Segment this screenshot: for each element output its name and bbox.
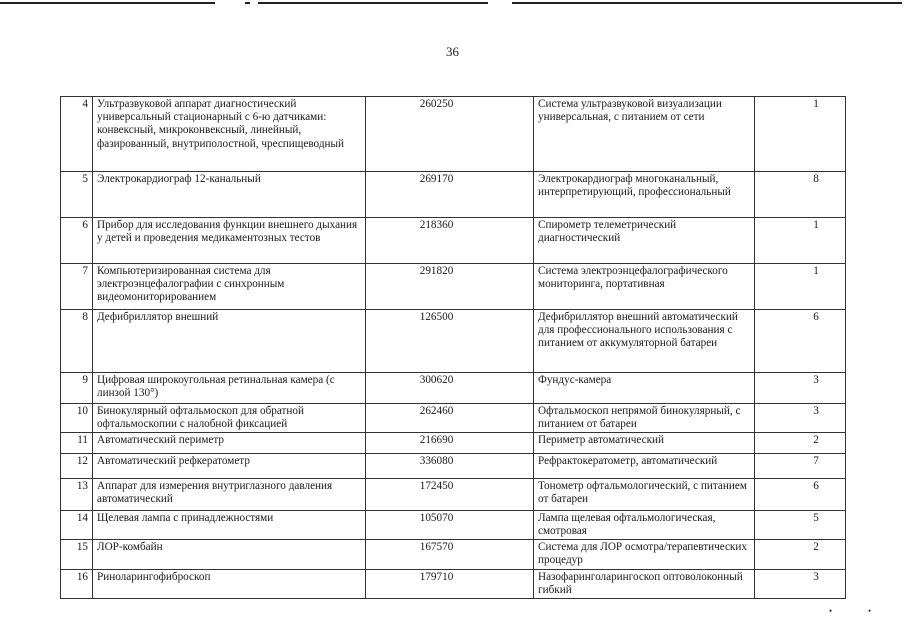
table-row — [61, 540, 846, 570]
table-row — [61, 264, 846, 310]
type-cell: Система электроэнцефалографического мониторинга, портативная — [534, 264, 755, 310]
quantity-cell: 3 — [755, 373, 846, 404]
type-cell: Периметр автоматический — [534, 433, 755, 454]
name-cell: Дефибриллятор внешний — [93, 310, 366, 373]
code-cell: 179710 — [366, 570, 534, 599]
type-cell: Спирометр телеметрический диагностический — [534, 218, 755, 264]
code-cell: 126500 — [366, 310, 534, 373]
top-border-line — [512, 2, 902, 4]
name-cell: Прибор для исследования функции внешнего дыхания у детей и проведения медикаментозных тестов — [93, 218, 366, 264]
row-number-cell: 14 — [61, 511, 93, 540]
code-cell: 291820 — [366, 264, 534, 310]
quantity-cell: 2 — [755, 540, 846, 570]
table-row — [61, 172, 846, 218]
table-row — [61, 454, 846, 479]
table-row — [61, 479, 846, 511]
scan-mark: • — [868, 606, 872, 616]
scan-mark: • — [829, 606, 833, 616]
table-row — [61, 373, 846, 404]
name-cell: Автоматический рефкератометр — [93, 454, 366, 479]
row-number-cell: 6 — [61, 218, 93, 264]
type-cell: Назофаринголарингоскоп оптоволоконный гибкий — [534, 570, 755, 599]
row-number-cell: 13 — [61, 479, 93, 511]
code-cell: 269170 — [366, 172, 534, 218]
quantity-cell: 2 — [755, 433, 846, 454]
table-row — [61, 433, 846, 454]
name-cell: Щелевая лампа с принадлежностями — [93, 511, 366, 540]
row-number-cell: 16 — [61, 570, 93, 599]
quantity-cell: 6 — [755, 310, 846, 373]
code-cell: 300620 — [366, 373, 534, 404]
type-cell: Система ультразвуковой визуализации универсальная, с питанием от сети — [534, 97, 755, 172]
code-cell: 336080 — [366, 454, 534, 479]
row-number-cell: 5 — [61, 172, 93, 218]
table-row — [61, 570, 846, 599]
code-cell: 105070 — [366, 511, 534, 540]
table-row — [61, 218, 846, 264]
quantity-cell: 8 — [755, 172, 846, 218]
type-cell: Фундус-камера — [534, 373, 755, 404]
name-cell: Бинокулярный офтальмоскоп для обратной офтальмоскопии с налобной фиксацией — [93, 404, 366, 433]
code-cell: 262460 — [366, 404, 534, 433]
row-number-cell: 9 — [61, 373, 93, 404]
quantity-cell: 3 — [755, 404, 846, 433]
code-cell: 216690 — [366, 433, 534, 454]
name-cell: Риноларингофиброскоп — [93, 570, 366, 599]
quantity-cell: 5 — [755, 511, 846, 540]
row-number-cell: 11 — [61, 433, 93, 454]
type-cell: Рефрактокератометр, автоматический — [534, 454, 755, 479]
code-cell: 172450 — [366, 479, 534, 511]
top-border-line — [0, 2, 215, 4]
name-cell: Компьютеризированная система для электроэнцефалографии с синхронным видеомониторированием — [93, 264, 366, 310]
name-cell: Аппарат для измерения внутриглазного давления автоматический — [93, 479, 366, 511]
name-cell: Электрокардиограф 12-канальный — [93, 172, 366, 218]
code-cell: 260250 — [366, 97, 534, 172]
quantity-cell: 1 — [755, 218, 846, 264]
row-number-cell: 7 — [61, 264, 93, 310]
type-cell: Офтальмоскоп непрямой бинокулярный, с питанием от батареи — [534, 404, 755, 433]
type-cell: Система для ЛОР осмотра/терапевтических процедур — [534, 540, 755, 570]
top-border-line — [245, 2, 250, 4]
quantity-cell: 3 — [755, 570, 846, 599]
name-cell: Цифровая широкоугольная ретинальная камера (с линзой 130°) — [93, 373, 366, 404]
table-row — [61, 404, 846, 433]
row-number-cell: 10 — [61, 404, 93, 433]
code-cell: 218360 — [366, 218, 534, 264]
quantity-cell: 1 — [755, 97, 846, 172]
row-number-cell: 8 — [61, 310, 93, 373]
quantity-cell: 6 — [755, 479, 846, 511]
type-cell: Лампа щелевая офтальмологическая, смотровая — [534, 511, 755, 540]
table-row — [61, 310, 846, 373]
name-cell: Автоматический периметр — [93, 433, 366, 454]
table-row — [61, 97, 846, 172]
name-cell: ЛОР-комбайн — [93, 540, 366, 570]
quantity-cell: 1 — [755, 264, 846, 310]
row-number-cell: 12 — [61, 454, 93, 479]
top-border-line — [258, 2, 488, 4]
name-cell: Ультразвуковой аппарат диагностический универсальный стационарный с 6-ю датчиками: конвексный, микроконвексный, линейный, фазированный, внутриполостной, чреспищеводный — [93, 97, 366, 172]
type-cell: Тонометр офтальмологический, с питанием от батареи — [534, 479, 755, 511]
type-cell: Электрокардиограф многоканальный, интерпретирующий, профессиональный — [534, 172, 755, 218]
row-number-cell: 15 — [61, 540, 93, 570]
table-row — [61, 511, 846, 540]
type-cell: Дефибриллятор внешний автоматический для профессионального использования с питанием от аккумуляторной батареи — [534, 310, 755, 373]
equipment-table — [60, 96, 846, 599]
page-number: 36 — [446, 44, 459, 59]
code-cell: 167570 — [366, 540, 534, 570]
row-number-cell: 4 — [61, 97, 93, 172]
quantity-cell: 7 — [755, 454, 846, 479]
